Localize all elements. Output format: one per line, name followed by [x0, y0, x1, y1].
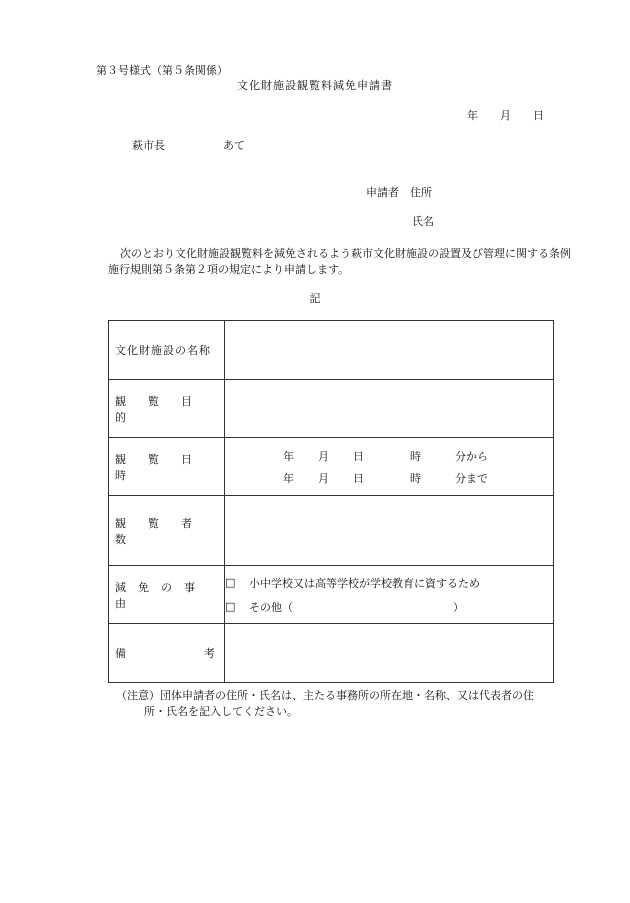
facility-name-field[interactable]	[225, 321, 554, 380]
until-month-label: 月	[318, 471, 329, 485]
viewing-purpose-text: 観覧目的	[115, 394, 214, 424]
table-row	[109, 624, 554, 683]
note	[116, 688, 576, 720]
applicant-address-label: 申請者 住所	[366, 186, 432, 199]
viewing-datetime-field[interactable]	[225, 438, 554, 496]
reason-other-prefix: その他（	[249, 600, 293, 614]
reduction-reason-field	[225, 566, 554, 624]
table-row	[109, 380, 554, 438]
facility-name-label: 文化財施設の名称	[109, 321, 225, 380]
datetime-until-row	[225, 467, 553, 489]
table-row	[109, 438, 554, 496]
form-number: 第３号様式（第５条関係）	[96, 64, 228, 77]
date-year-label: 年	[467, 109, 478, 122]
from-minute-label: 分から	[455, 449, 488, 463]
datetime-from-row	[225, 445, 553, 467]
viewer-count-text: 観覧者数	[115, 516, 214, 546]
document-title: 文化財施設観覧料減免申請書	[237, 79, 393, 92]
until-year-label: 年	[283, 471, 294, 485]
from-year-label: 年	[283, 449, 294, 463]
addressee-suffix: あて	[223, 139, 245, 152]
reason-other-suffix: ）	[453, 600, 464, 614]
reason-option-other[interactable]	[225, 595, 553, 619]
date-line	[467, 109, 544, 123]
ki-heading: 記	[309, 292, 321, 305]
request-paragraph: 次のとおり文化財施設観覧料を減免されるよう萩市文化財施設の設置及び管理に関する条例施行規則第５条第２項の規定により申請します。	[108, 247, 571, 276]
table-row	[109, 496, 554, 566]
until-day-label: 日	[353, 471, 364, 485]
remarks-label	[109, 624, 293, 683]
viewing-purpose-label	[109, 380, 225, 438]
checkbox-icon[interactable]: □	[225, 576, 236, 589]
from-hour-label: 時	[410, 449, 421, 463]
until-minute-label: 分まで	[455, 471, 488, 485]
viewing-purpose-field[interactable]	[225, 380, 554, 438]
viewing-datetime-text: 観覧日時	[115, 452, 214, 482]
viewer-count-field[interactable]	[225, 496, 554, 566]
reason-option-school[interactable]	[225, 571, 553, 595]
addressee-name: 萩市長	[132, 139, 165, 152]
viewing-datetime-label	[109, 438, 225, 496]
date-day-label: 日	[533, 109, 544, 122]
table-row	[109, 321, 554, 380]
reduction-reason-text: 減免の事由	[115, 580, 207, 610]
date-month-label: 月	[500, 109, 511, 122]
applicant-name-label: 氏名	[412, 215, 434, 228]
remarks-text: 備考	[115, 647, 293, 660]
from-month-label: 月	[318, 449, 329, 463]
from-day-label: 日	[353, 449, 364, 463]
reason-school-text: 小中学校又は高等学校が学校教育に資するため	[249, 576, 480, 590]
checkbox-icon[interactable]: □	[225, 600, 236, 613]
until-hour-label: 時	[410, 471, 421, 485]
reduction-reason-label	[109, 566, 225, 624]
application-table	[108, 320, 554, 683]
viewer-count-label	[109, 496, 225, 566]
table-row	[109, 566, 554, 624]
note-line-1: （注意）団体申請者の住所・氏名は、主たる事務所の所在地・名称、又は代表者の住	[116, 689, 534, 702]
addressee	[132, 139, 245, 153]
note-line-2: 所・氏名を記入してください。	[144, 705, 298, 718]
